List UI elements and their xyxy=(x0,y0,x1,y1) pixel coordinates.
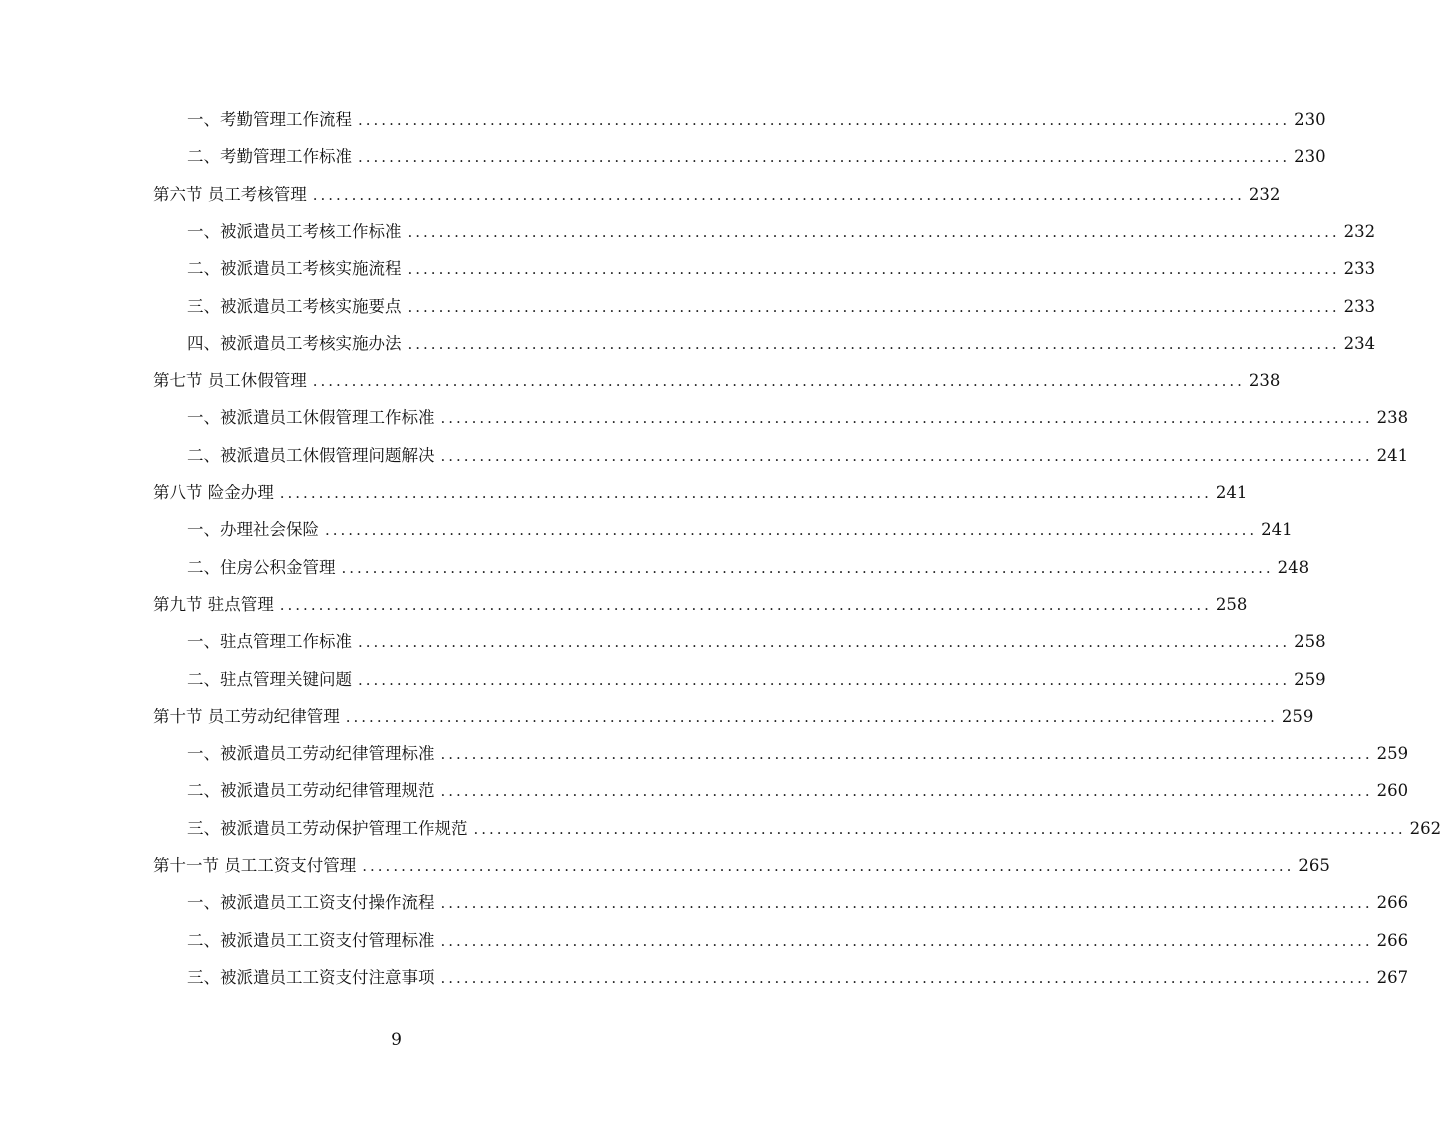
toc-entry-title: 第九节 驻点管理 xyxy=(153,594,274,614)
toc-leader-dots: ........................................................................................................................ xyxy=(362,857,1295,875)
toc-entry-page: 232 xyxy=(1248,184,1281,204)
toc-entry-page: 262 xyxy=(1409,818,1441,838)
toc-entry-page: 265 xyxy=(1298,856,1330,875)
toc-entry[interactable] xyxy=(187,661,1326,698)
toc-entry-title: 二、考勤管理工作标准 xyxy=(187,147,352,167)
toc-entry[interactable] xyxy=(187,511,1293,548)
toc-leader-dots: ........................................................................................................................ xyxy=(440,968,1373,987)
toc-entry-title: 二、被派遣员工劳动纪律管理规范 xyxy=(187,781,435,801)
toc-entry-title: 一、办理社会保险 xyxy=(187,520,319,540)
toc-entry-page: 259 xyxy=(1294,669,1326,689)
toc-entry[interactable] xyxy=(153,698,1314,735)
toc-entry-title: 四、被派遣员工考核实施办法 xyxy=(187,333,402,353)
toc-entry-title: 一、被派遣员工劳动纪律管理标准 xyxy=(187,744,435,764)
toc-entry-title: 一、被派遣员工休假管理工作标准 xyxy=(187,408,435,428)
toc-entry-page: 259 xyxy=(1376,744,1409,764)
toc-entry[interactable] xyxy=(187,623,1326,660)
toc-leader-dots: ........................................................................................................................ xyxy=(407,297,1340,316)
toc-entry-page: 260 xyxy=(1376,781,1409,801)
toc-leader-dots: ........................................................................................................................ xyxy=(440,409,1373,428)
toc-entry-page: 238 xyxy=(1248,371,1281,391)
toc-leader-dots: ........................................................................................................................ xyxy=(279,595,1212,614)
toc-leader-dots: ........................................................................................................................ xyxy=(325,521,1258,540)
toc-entry-title: 二、被派遣员工工资支付管理标准 xyxy=(187,930,435,950)
toc-leader-dots: ........................................................................................................................ xyxy=(407,334,1340,353)
toc-entry-page: 258 xyxy=(1215,594,1248,614)
toc-entry-page: 232 xyxy=(1343,221,1376,241)
toc-leader-dots: ........................................................................................................................ xyxy=(440,931,1373,950)
toc-leader-dots: ........................................................................................................................ xyxy=(440,894,1373,913)
toc-leader-dots: ........................................................................................................................ xyxy=(341,558,1274,577)
toc-entry-title: 第七节 员工休假管理 xyxy=(153,371,307,391)
toc-leader-dots: ........................................................................................................................ xyxy=(440,446,1373,465)
toc-entry-page: 238 xyxy=(1376,408,1409,428)
toc-entry-page: 230 xyxy=(1294,110,1326,129)
toc-entry-page: 234 xyxy=(1343,333,1376,353)
toc-entry-page: 233 xyxy=(1343,296,1376,316)
toc-entry[interactable] xyxy=(187,138,1326,175)
toc-entry-page: 266 xyxy=(1376,930,1409,950)
toc-entry[interactable] xyxy=(187,810,1441,847)
toc-leader-dots: ........................................................................................................................ xyxy=(440,745,1373,764)
toc-entry[interactable] xyxy=(187,101,1326,138)
toc-entry-page: 233 xyxy=(1343,259,1376,279)
toc-entry[interactable] xyxy=(187,288,1376,325)
toc-entry-page: 267 xyxy=(1376,967,1409,987)
toc-entry-title: 二、住房公积金管理 xyxy=(187,557,336,577)
toc-leader-dots: ........................................................................................................................ xyxy=(279,484,1212,502)
toc-entry[interactable] xyxy=(187,735,1409,772)
toc-entry[interactable] xyxy=(153,176,1281,213)
toc-leader-dots: ........................................................................................................................ xyxy=(407,222,1340,241)
toc-entry-title: 二、被派遣员工休假管理问题解决 xyxy=(187,445,435,465)
toc-entry-title: 三、被派遣员工考核实施要点 xyxy=(187,296,402,316)
toc-entry-page: 241 xyxy=(1215,483,1248,502)
toc-entry[interactable] xyxy=(153,362,1281,399)
toc-entry-title: 第六节 员工考核管理 xyxy=(153,184,307,204)
toc-entry-page: 241 xyxy=(1376,445,1409,465)
toc-entry-title: 第八节 险金办理 xyxy=(153,483,274,502)
toc-entry[interactable] xyxy=(153,847,1330,884)
toc-leader-dots: ........................................................................................................................ xyxy=(358,670,1291,689)
toc-entry[interactable] xyxy=(187,250,1376,287)
toc-entry-title: 三、被派遣员工工资支付注意事项 xyxy=(187,967,435,987)
toc-entry-page: 266 xyxy=(1376,893,1409,913)
toc-entry[interactable] xyxy=(187,399,1409,436)
toc-entry-page: 241 xyxy=(1261,520,1293,540)
toc-leader-dots: ........................................................................................................................ xyxy=(358,633,1291,652)
toc-leader-dots: ........................................................................................................................ xyxy=(440,782,1373,801)
toc-entry[interactable] xyxy=(187,959,1409,996)
toc-leader-dots: ........................................................................................................................ xyxy=(358,111,1291,129)
toc-entry-page: 248 xyxy=(1277,557,1310,577)
toc-leader-dots: ........................................................................................................................ xyxy=(358,148,1291,167)
toc-entry[interactable] xyxy=(187,549,1310,586)
toc-entry[interactable] xyxy=(187,213,1376,250)
toc-entry[interactable] xyxy=(153,474,1248,511)
toc-entry[interactable] xyxy=(187,772,1409,809)
toc-entry-title: 二、被派遣员工考核实施流程 xyxy=(187,259,402,279)
toc-entry[interactable] xyxy=(187,922,1409,959)
toc-leader-dots: ........................................................................................................................ xyxy=(312,372,1245,391)
toc-entry-title: 三、被派遣员工劳动保护管理工作规范 xyxy=(187,818,468,838)
toc-entry-title: 二、驻点管理关键问题 xyxy=(187,669,352,689)
toc-entry[interactable] xyxy=(187,325,1376,362)
page-number: 9 xyxy=(391,1030,402,1050)
toc-entry-page: 230 xyxy=(1294,147,1326,167)
toc-leader-dots: ........................................................................................................................ xyxy=(473,819,1406,838)
toc-entry[interactable] xyxy=(187,437,1409,474)
toc-entry-title: 一、考勤管理工作流程 xyxy=(187,110,352,129)
toc-entry[interactable] xyxy=(187,884,1409,921)
toc-leader-dots: ........................................................................................................................ xyxy=(407,260,1340,279)
toc-leader-dots: ........................................................................................................................ xyxy=(312,185,1245,204)
toc-entry[interactable] xyxy=(153,586,1248,623)
toc-leader-dots: ........................................................................................................................ xyxy=(345,707,1278,726)
toc-entry-title: 第十节 员工劳动纪律管理 xyxy=(153,706,340,726)
toc-entry-page: 259 xyxy=(1281,706,1314,726)
toc-entry-page: 258 xyxy=(1294,632,1326,652)
toc-entry-title: 一、被派遣员工工资支付操作流程 xyxy=(187,893,435,913)
toc-entry-title: 一、驻点管理工作标准 xyxy=(187,632,352,652)
toc-entry-title: 一、被派遣员工考核工作标准 xyxy=(187,221,402,241)
toc-entry-title: 第十一节 员工工资支付管理 xyxy=(153,856,357,875)
